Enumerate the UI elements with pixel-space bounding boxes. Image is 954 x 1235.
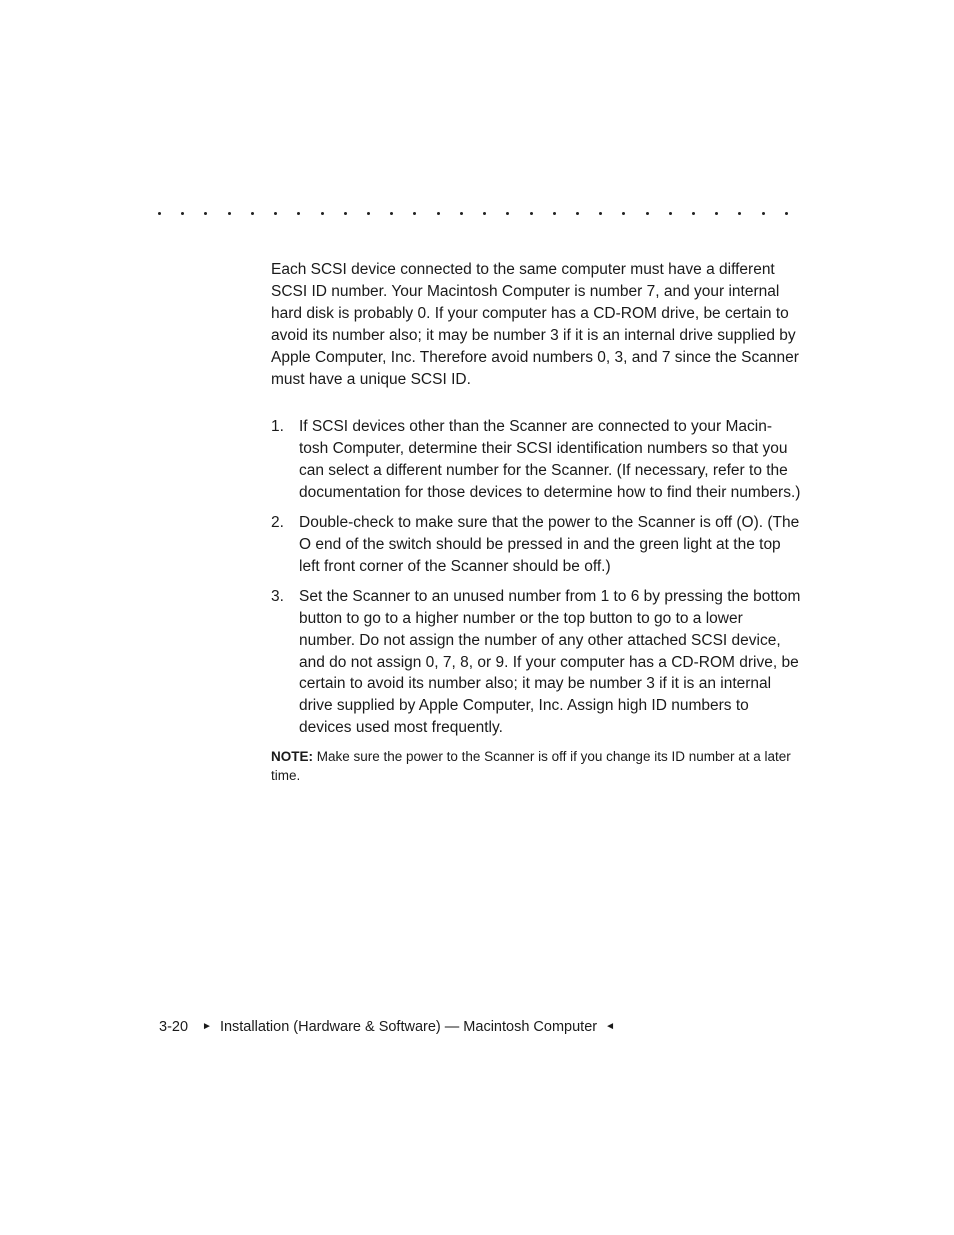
note-text: Make sure the power to the Scanner is off if you change its ID number at a later time. xyxy=(271,749,791,784)
divider-dot xyxy=(715,212,718,215)
right-triangle-icon: ► xyxy=(202,1021,212,1032)
divider-dot xyxy=(460,212,463,215)
intro-paragraph: Each SCSI device connected to the same computer must have a different SCSI ID number. Your Macintosh Computer is number 7, and your internal hard disk is probably 0. If your computer has a CD-ROM drive, be certain to avoid its number also; it may be number 3 if it is an internal drive supplied by Apple Computer, Inc. Therefore avoid numbers 0, 3, and 7 since the Scanner must have a unique SCSI ID. xyxy=(271,261,799,388)
page-number: 3-20 xyxy=(159,1019,189,1035)
step-text: Set the Scanner to an unused number from 1 to 6 by pressing the bottom button to go to a higher number or the top button to go to a lower number. Do not assign the number of any other attached SCSI device, and do not assign 0, 7, 8, or 9. If your computer has a CD-ROM drive, be certain to avoid its number also; it may be number 3 if it is an internal drive supplied by Apple Computer, Inc. Assign high ID numbers to devices used most frequently. xyxy=(299,587,801,737)
divider-dot xyxy=(344,212,347,215)
step-item xyxy=(271,416,801,504)
divider-dot xyxy=(413,212,416,215)
divider-dot xyxy=(181,212,184,215)
divider-dot xyxy=(762,212,765,215)
left-triangle-icon: ◄ xyxy=(605,1021,615,1032)
main-content xyxy=(271,259,801,785)
divider-dot xyxy=(437,212,440,215)
dotted-divider xyxy=(158,209,788,217)
step-item xyxy=(271,512,801,578)
divider-dot xyxy=(785,212,788,215)
divider-dot xyxy=(622,212,625,215)
page-footer xyxy=(159,1017,615,1037)
divider-dot xyxy=(251,212,254,215)
step-number: 1. xyxy=(271,418,284,436)
divider-dot xyxy=(692,212,695,215)
divider-dot xyxy=(599,212,602,215)
section-title: Installation (Hardware & Software) — Macintosh Computer xyxy=(219,1019,598,1035)
divider-dot xyxy=(553,212,556,215)
note-label: NOTE: xyxy=(271,749,313,765)
divider-dot xyxy=(738,212,741,215)
divider-dot xyxy=(646,212,649,215)
divider-dot xyxy=(576,212,579,215)
note-paragraph xyxy=(271,747,801,785)
step-number: 2. xyxy=(271,514,284,532)
step-item xyxy=(271,586,801,739)
divider-dot xyxy=(297,212,300,215)
divider-dot xyxy=(158,212,161,215)
divider-dot xyxy=(669,212,672,215)
step-text: Double-check to make sure that the power to the Scanner is off (O). (The O end of the switch should be pressed in and the green light at the top left front corner of the Scanner should be off.) xyxy=(299,514,800,575)
divider-dot xyxy=(204,212,207,215)
divider-dot xyxy=(390,212,393,215)
divider-dot xyxy=(483,212,486,215)
step-list xyxy=(271,416,801,739)
divider-dot xyxy=(274,212,277,215)
step-text: If SCSI devices other than the Scanner are connected to your Macin-tosh Computer, determine their SCSI identification numbers so that you can select a different number for the Scanner. (If necessary, refer to the documentation for those devices to determine how to find their numbers.) xyxy=(299,418,801,502)
divider-dot xyxy=(367,212,370,215)
step-number: 3. xyxy=(271,587,284,605)
divider-dot xyxy=(228,212,231,215)
divider-dot xyxy=(321,212,324,215)
divider-dot xyxy=(506,212,509,215)
divider-dot xyxy=(530,212,533,215)
